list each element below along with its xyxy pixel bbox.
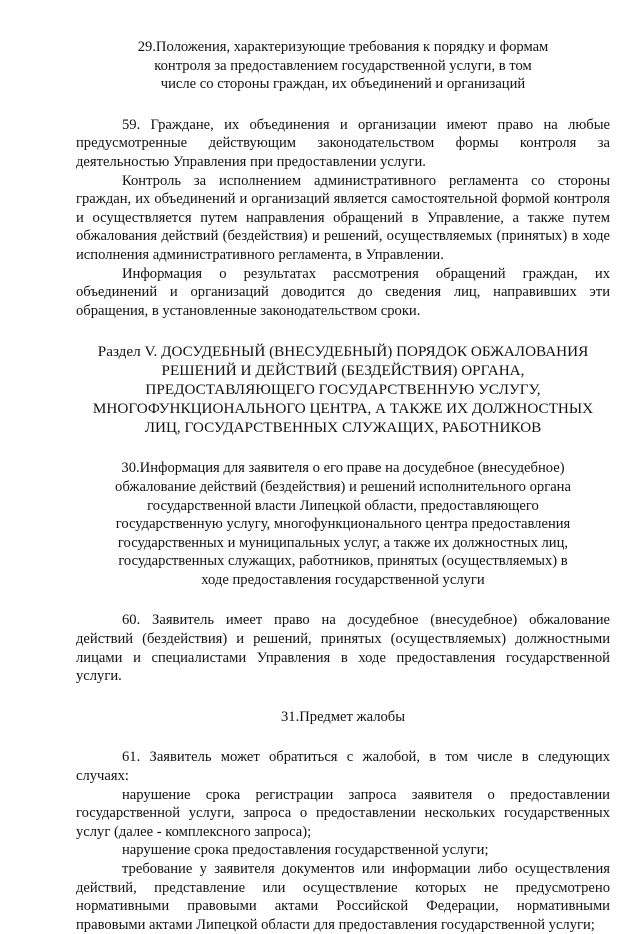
paragraph-59: 59. Граждане, их объединения и организации имеют право на любые предусмотренные действующим законодательством формы контроля за деятельностью Управления при предоставлении услуги.: [76, 116, 610, 170]
paragraph-59-information: Информация о результатах рассмотрения обращений граждан, их объединений и организаций доводится до сведения лиц, направивших эти обращения, в установленные законодательством сроки.: [76, 265, 610, 319]
heading-30-line: 30.Информация для заявителя о его праве на досудебное (внесудебное): [121, 460, 565, 477]
list-item: требование у заявителя документов или информации либо осуществления действий, представление или осуществление которых не предусмотрено нормативными правовыми актами Российской Федерации, нормативными правовыми актами Липецкой области для предоставления государственной услуги;: [76, 861, 610, 933]
heading-30-line: государственных служащих, работников, принятых (осуществляемых) в: [118, 553, 568, 570]
heading-31: 31.Предмет жалобы: [280, 708, 406, 725]
heading-30-line: государственную услугу, многофункционального центра предоставления: [115, 516, 571, 533]
section-5-title-line: МНОГОФУНКЦИОНАЛЬНОГО ЦЕНТРА, А ТАКЖЕ ИХ ДОЛЖНОСТНЫХ: [92, 400, 594, 418]
heading-30-line: государственных и муниципальных услуг, а также их должностных лиц,: [117, 534, 569, 551]
section-5-title-line: РЕШЕНИЙ И ДЕЙСТВИЙ (БЕЗДЕЙСТВИЯ) ОРГАНА,: [161, 362, 525, 380]
paragraph-60: 60. Заявитель имеет право на досудебное (внесудебное) обжалование действий (бездействия) и решений, принятых (осуществляемых) должностными лицами и специалистами Управления в ходе предоставления государственной услуги.: [76, 612, 610, 685]
heading-29-line: контроля за предоставлением государственной услуги, в том: [154, 57, 532, 74]
list-item: нарушение срока предоставления государственной услуги;: [122, 842, 489, 859]
document-page: [76, 38, 610, 934]
paragraph-59-control: Контроль за исполнением административного регламента со стороны граждан, их объединений и организаций является самостоятельной формой контроля и осуществляется путем направления обращений в Управление, а также путем обжалования действий (бездействия) и решений, осуществляемых (принятых) в ходе исполнения административного регламента, в Управлении.: [76, 172, 610, 263]
heading-29: [76, 38, 610, 94]
heading-30-line: ходе предоставления государственной услуги: [201, 571, 485, 588]
list-item: нарушение срока регистрации запроса заявителя о предоставлении государственной услуги, запроса о предоставлении нескольких государственных услуг (далее - комплексного запроса);: [76, 786, 610, 840]
section-5-title-line: Раздел V. ДОСУДЕБНЫЙ (ВНЕСУДЕБНЫЙ) ПОРЯДОК ОБЖАЛОВАНИЯ: [97, 343, 589, 361]
section-5-title: [72, 342, 614, 437]
heading-30: [76, 459, 610, 589]
section-5-title-line: ПРЕДОСТАВЛЯЮЩЕГО ГОСУДАРСТВЕННУЮ УСЛУГУ,: [145, 381, 541, 399]
section-5-title-line: ЛИЦ, ГОСУДАРСТВЕННЫХ СЛУЖАЩИХ, РАБОТНИКОВ: [144, 419, 542, 437]
heading-29-line: 29.Положения, характеризующие требования к порядку и формам: [137, 39, 549, 55]
heading-30-line: обжалование действий (бездействия) и решений исполнительного органа: [115, 478, 571, 495]
paragraph-61: 61. Заявитель может обратиться с жалобой, в том числе в следующих случаях:: [76, 749, 610, 785]
heading-29-line: числе со стороны граждан, их объединений и организаций: [160, 76, 526, 93]
heading-30-line: государственной власти Липецкой области, предоставляющего: [147, 497, 539, 514]
